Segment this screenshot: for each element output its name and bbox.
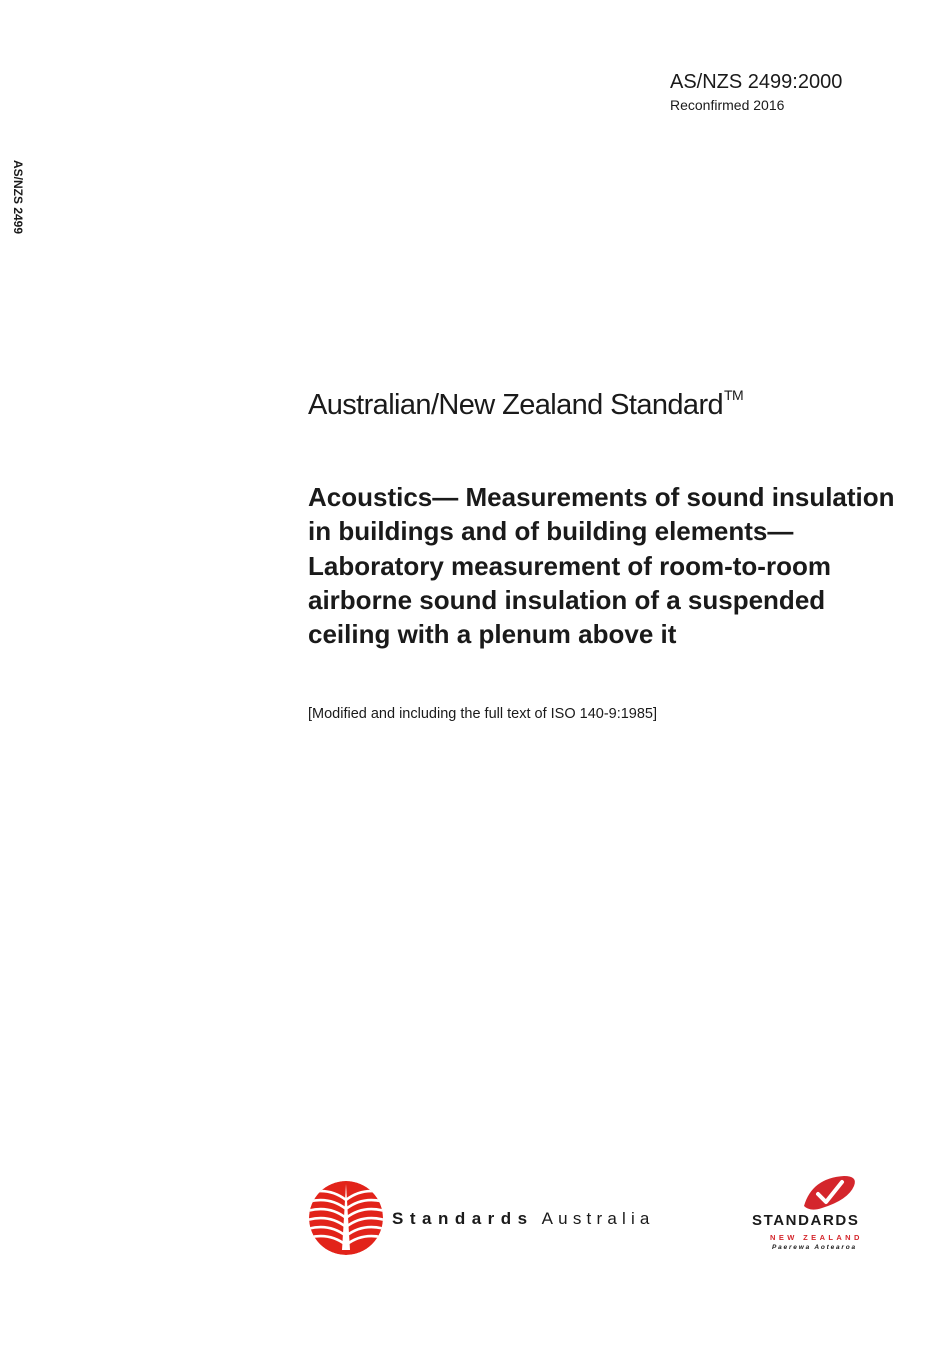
document-subtitle: [Modified and including the full text of ISO 140-9:1985]: [308, 706, 658, 722]
snz-name: STANDARDS: [752, 1212, 860, 1229]
standards-australia-logo-icon: [308, 1180, 384, 1256]
standard-number: AS/NZS 2499:2000: [670, 71, 843, 93]
spine-text: AS/NZS 2499: [11, 160, 25, 235]
spine-label: [8, 160, 28, 260]
snz-subname: NEW ZEALAND: [770, 1233, 863, 1242]
document-title: Acoustics— Measurements of sound insulation in buildings and of building elements— Laboratory measurement of room-to-room airborne sound insulation of a suspended ceiling with a plenum above it: [308, 482, 895, 650]
trademark-symbol: TM: [724, 387, 744, 403]
standard-type: [308, 376, 743, 424]
reconfirmed-note: Reconfirmed 2016: [670, 97, 785, 113]
standard-type-text: Australian/New Zealand Standard: [308, 389, 724, 421]
sa-word-standards: Standards: [392, 1209, 534, 1228]
standards-australia-wordmark: [392, 1208, 655, 1230]
standards-new-zealand-logo-icon: [798, 1172, 860, 1212]
snz-maori-name: Paerewa Aotearoa: [772, 1244, 857, 1251]
standards-new-zealand-logo: [750, 1172, 892, 1256]
sa-word-australia: Australia: [541, 1209, 655, 1228]
